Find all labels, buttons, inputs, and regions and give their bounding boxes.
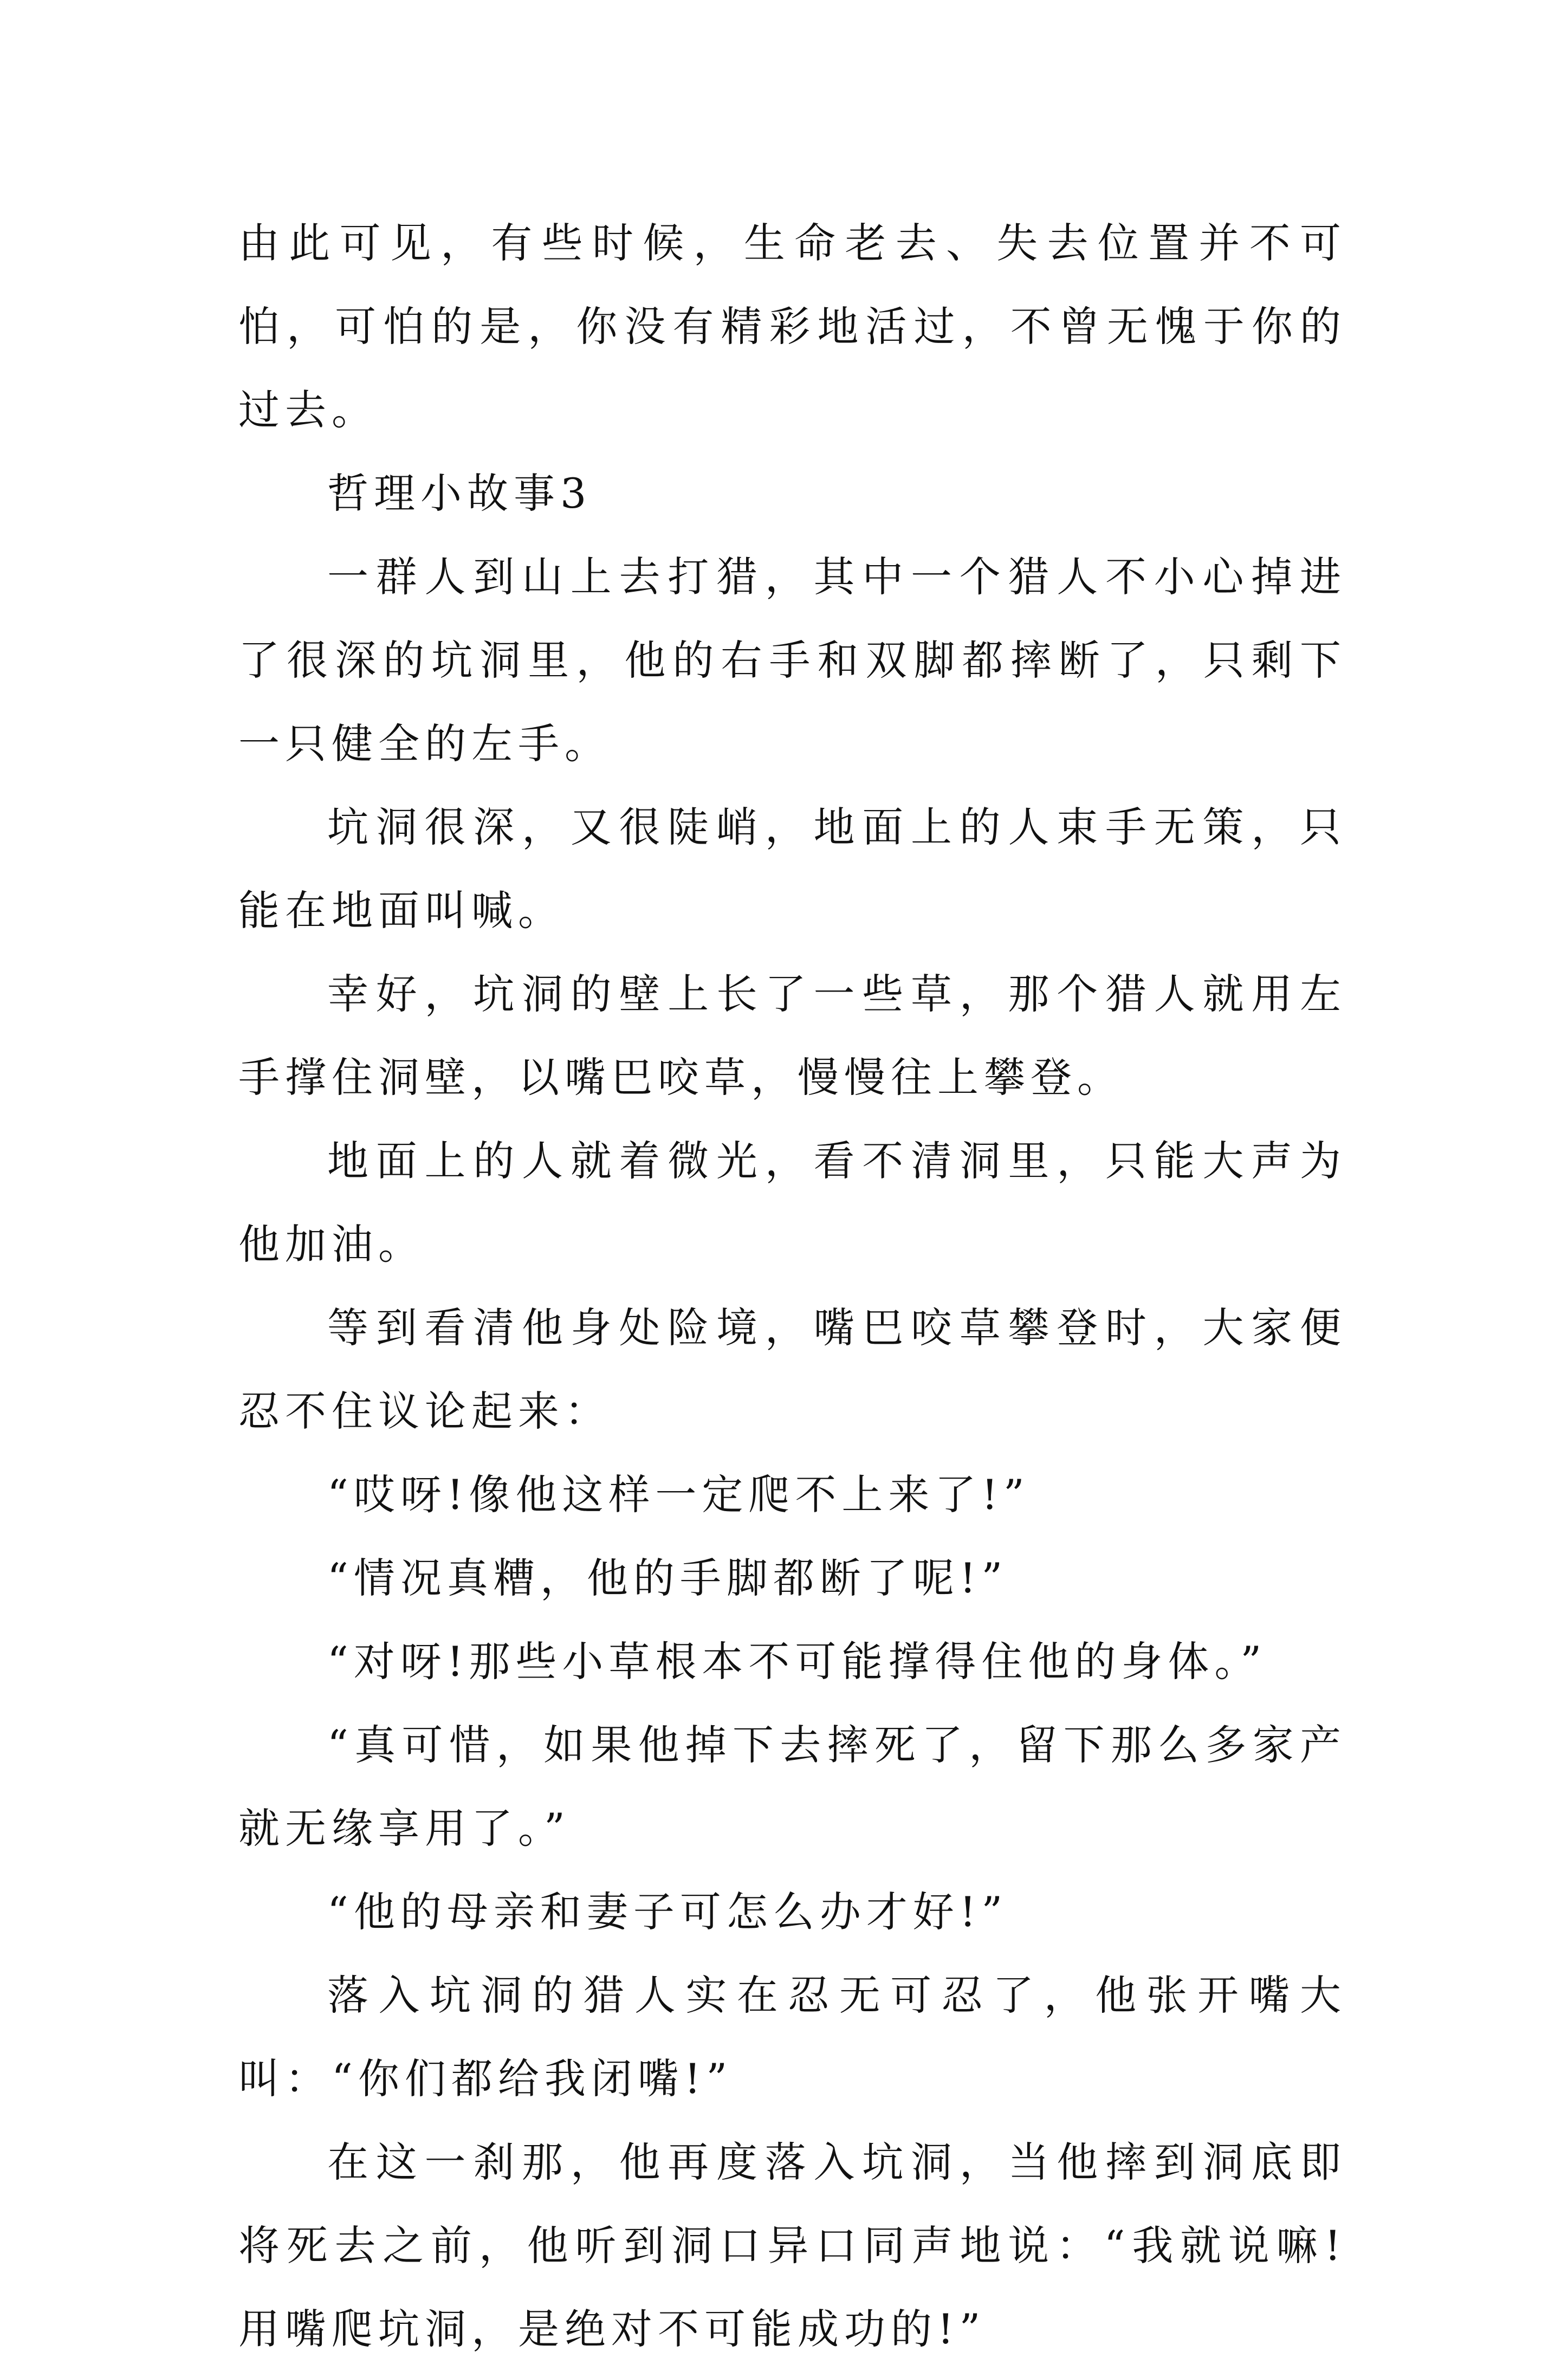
paragraph: 落入坑洞的猎人实在忍无可忍了，他张开嘴大叫：“你们都给我闭嘴!”	[238, 1971, 1346, 2103]
paragraph: 坑洞很深，又很陡峭，地面上的人束手无策，只能在地面叫喊。	[238, 803, 1346, 935]
dialogue-line: “真可惜，如果他掉下去摔死了，留下那么多家产就无缘享用了。”	[238, 1721, 1346, 1852]
paragraph: 幸好，坑洞的壁上长了一些草，那个猎人就用左手撑住洞壁，以嘴巴咬草，慢慢往上攀登。	[238, 970, 1346, 1102]
dialogue-line: “情况真糟，他的手脚都断了呢!”	[327, 1554, 1008, 1602]
dialogue-line: “对呀!那些小草根本不可能撑得住他的身体。”	[327, 1637, 1267, 1686]
dialogue-line: “他的母亲和妻子可怎么办才好!”	[327, 1888, 1008, 1936]
paragraph: 地面上的人就着微光，看不清洞里，只能大声为他加油。	[238, 1137, 1346, 1268]
paragraph: 在这一刹那，他再度落入坑洞，当他摔到洞底即将死去之前，他听到洞口异口同声地说：“我就说嘛!用嘴爬坑洞，是绝对不可能成功的!”	[238, 2138, 1346, 2353]
document-body	[238, 202, 1346, 2371]
dialogue-line: “哎呀!像他这样一定爬不上来了!”	[327, 1470, 1030, 1519]
paragraph: 等到看清他身处险境，嘴巴咬草攀登时，大家便忍不住议论起来：	[238, 1304, 1346, 1435]
section-heading: 哲理小故事3	[327, 469, 592, 517]
paragraph: 一群人到山上去打猎，其中一个猎人不小心掉进了很深的坑洞里，他的右手和双脚都摔断了，只剩下一只健全的左手。	[238, 553, 1346, 768]
paragraph-conclusion: 由此可见，有些时候，生命老去、失去位置并不可怕，可怕的是，你没有精彩地活过，不曾无愧于你的过去。	[238, 219, 1346, 434]
